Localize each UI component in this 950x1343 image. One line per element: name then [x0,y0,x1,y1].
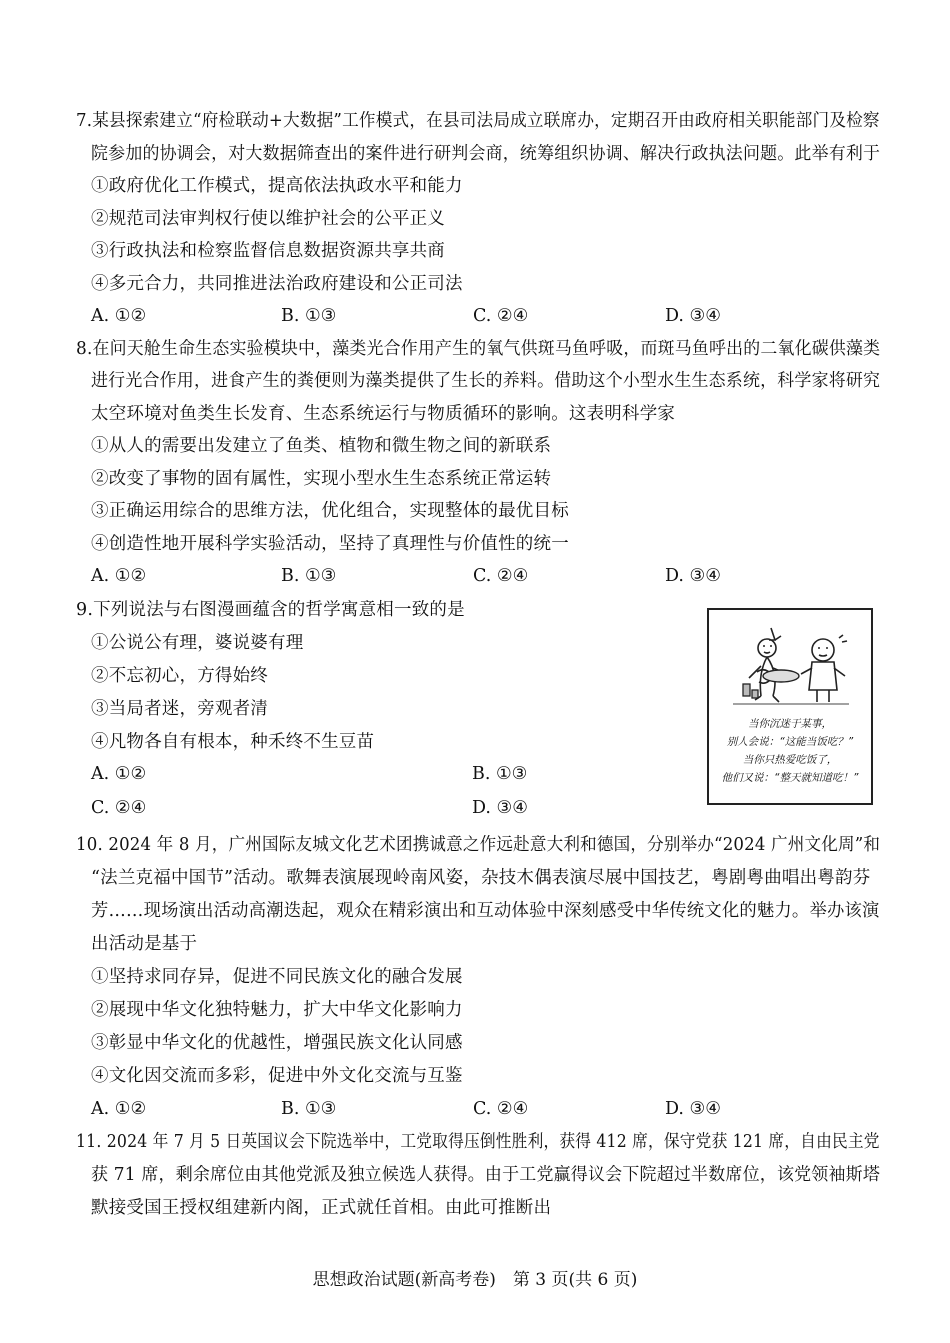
q11-stem-line-3: 默接受国王授权组建新内阁，正式就任首相。由此可推断出 [91,1198,552,1218]
q8-option-c[interactable]: C. ②④ [473,566,529,586]
q8-statement-2: ②改变了事物的固有属性，实现小型水生生态系统正常运转 [91,469,552,489]
q7-option-a[interactable]: A. ①② [91,306,147,326]
q8-stem-line-1: 8.在问天舱生命生态实验模块中，藻类光合作用产生的氧气供斑马鱼呼吸，而斑马鱼呼出的二氧化碳供藻类 [76,339,881,359]
q7-option-c[interactable]: C. ②④ [473,306,529,326]
q7-stem-line-2: 院参加的协调会，对大数据筛查出的案件进行研判会商，统筹组织协调、解决行政执法问题。此举有利于 [91,144,881,164]
q9-option-a[interactable]: A. ①② [91,764,147,784]
q10-option-d[interactable]: D. ③④ [665,1099,721,1119]
q10-statement-4: ④文化因交流而多彩，促进中外文化交流与互鉴 [91,1066,463,1086]
q9-option-c[interactable]: C. ②④ [91,798,147,818]
q10-option-c[interactable]: C. ②④ [473,1099,529,1119]
q8-stem-line-3: 太空环境对鱼类生长发育、生态系统运行与物质循环的影响。这表明科学家 [91,404,676,424]
q9-statement-1: ①公说公有理，婆说婆有理 [91,633,304,653]
q8-stem-line-2: 进行光合作用，进食产生的粪便则为藻类提供了生长的养料。借助这个小型水生生态系统，科学家将研究 [91,371,881,391]
q9-option-b[interactable]: B. ①③ [472,764,528,784]
q10-stem-line-2: “法兰克福中国节”活动。歌舞表演展现岭南风姿，杂技木偶表演尽展中国技艺，粤剧粤曲唱出粤韵芬 [91,868,871,888]
q8-option-d[interactable]: D. ③④ [665,566,721,586]
q7-option-b[interactable]: B. ①③ [281,306,337,326]
q9-statement-2: ②不忘初心，方得始终 [91,666,268,686]
q8-option-a[interactable]: A. ①② [91,566,147,586]
q7-stem-line-1: 7.某县探索建立“府检联动+大数据”工作模式，在县司法局成立联席办，定期召开由政府相关职能部门及检察 [76,111,880,131]
q7-statement-2: ②规范司法审判权行使以维护社会的公平正义 [91,209,445,229]
q8-option-b[interactable]: B. ①③ [281,566,337,586]
page-footer: 思想政治试题(新高考卷) 第 3 页(共 6 页) [312,1270,638,1290]
cartoon-caption-line-3: 当你只热爱吃饭了， [742,754,838,766]
q7-option-d[interactable]: D. ③④ [665,306,721,326]
q10-stem-line-3: 芳……现场演出活动高潮迭起，观众在精彩演出和互动体验中深刻感受中华传统文化的魅力。举办该演 [91,901,880,921]
q7-statement-3: ③行政执法和检察监督信息数据资源共享共商 [91,241,445,261]
cartoon-caption-line-2: 别人会说：“这能当饭吃？” [726,736,854,748]
cartoon-caption-line-1: 当你沉迷于某事， [748,718,832,730]
q10-statement-1: ①坚持求同存异，促进不同民族文化的融合发展 [91,967,463,987]
q11-stem-line-2: 获 71 席，剩余席位由其他党派及独立候选人获得。由于工党赢得议会下院超过半数席位，该党领袖斯塔 [91,1165,881,1185]
q10-statement-3: ③彰显中华文化的优越性，增强民族文化认同感 [91,1033,463,1053]
q9-statement-3: ③当局者迷，旁观者清 [91,699,268,719]
q8-statement-4: ④创造性地开展科学实验活动，坚持了真理性与价值性的统一 [91,534,569,554]
q10-option-b[interactable]: B. ①③ [281,1099,337,1119]
cartoon-figure [707,608,873,805]
q7-statement-1: ①政府优化工作模式，提高依法执政水平和能力 [91,176,463,196]
q8-statement-1: ①从人的需要出发建立了鱼类、植物和微生物之间的新联系 [91,436,552,456]
q10-stem-line-1: 10. 2024 年 8 月，广州国际友城文化艺术团携诚意之作远赴意大利和德国，分别举办“2024 广州文化周”和 [76,835,881,855]
q10-option-a[interactable]: A. ①② [91,1099,147,1119]
q11-stem-line-1: 11. 2024 年 7 月 5 日英国议会下院选举中，工党取得压倒性胜利，获得 412 席，保守党获 121 席，自由民主党 [76,1132,880,1152]
q10-stem-line-4: 出活动是基于 [91,934,198,954]
cartoon-caption-line-4: 他们又说：“整天就知道吃！” [721,772,859,784]
q7-statement-4: ④多元合力，共同推进法治政府建设和公正司法 [91,274,463,294]
q9-option-d[interactable]: D. ③④ [472,798,528,818]
q9-stem-line-1: 9.下列说法与右图漫画蕴含的哲学寓意相一致的是 [76,600,465,620]
q10-statement-2: ②展现中华文化独特魅力，扩大中华文化影响力 [91,1000,463,1020]
q9-statement-4: ④凡物各自有根本，种禾终不生豆苗 [91,732,375,752]
q8-statement-3: ③正确运用综合的思维方法，优化组合，实现整体的最优目标 [91,501,569,521]
